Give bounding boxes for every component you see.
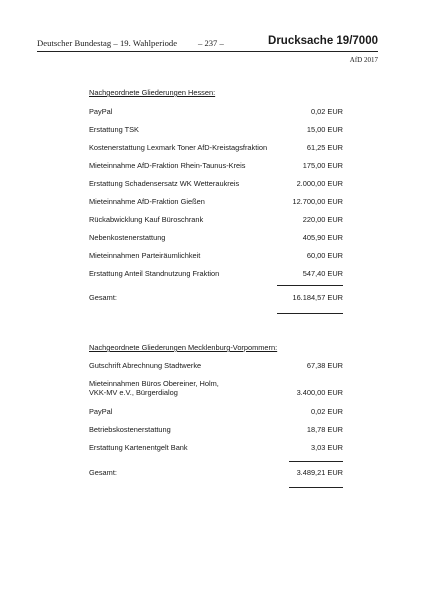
total-label: Gesamt: bbox=[89, 468, 117, 477]
row-label: Erstattung Anteil Standnutzung Fraktion bbox=[89, 269, 220, 278]
total-rule bbox=[277, 313, 343, 314]
row-amount: 18,78 EUR bbox=[306, 425, 343, 434]
total-amount: 16.184,57 EUR bbox=[292, 293, 343, 302]
row-amount: 220,00 EUR bbox=[302, 215, 343, 224]
section-title: Nachgeordnete Gliederungen Hessen: bbox=[89, 88, 216, 97]
row-amount: 2.000,00 EUR bbox=[296, 179, 343, 188]
row-label: Betriebskostenerstattung bbox=[89, 425, 171, 434]
row-label: Erstattung Kartenentgelt Bank bbox=[89, 443, 188, 452]
row-amount: 3,03 EUR bbox=[310, 443, 343, 452]
row-amount: 0,02 EUR bbox=[310, 107, 343, 116]
row-label: Erstattung Schadensersatz WK Wetteraukreis bbox=[89, 179, 240, 188]
row-label: Rückabwicklung Kauf Büroschrank bbox=[89, 215, 204, 224]
row-amount: 405,90 EUR bbox=[302, 233, 343, 242]
total-label: Gesamt: bbox=[89, 293, 117, 302]
total-rule bbox=[289, 487, 343, 488]
row-label: Gutschrift Abrechnung Stadtwerke bbox=[89, 361, 202, 370]
sum-rule bbox=[289, 461, 343, 462]
row-amount: 67,38 EUR bbox=[306, 361, 343, 370]
row-amount: 175,00 EUR bbox=[302, 161, 343, 170]
page-number: – 237 – bbox=[198, 38, 224, 48]
row-amount: 0,02 EUR bbox=[310, 407, 343, 416]
row-label: Erstattung TSK bbox=[89, 125, 139, 134]
document-number-prefix: Drucksache 19/ bbox=[268, 35, 353, 47]
row-amount: 547,40 EUR bbox=[302, 269, 343, 278]
header-subtitle: AfD 2017 bbox=[349, 56, 378, 64]
sum-rule bbox=[277, 285, 343, 286]
row-amount: 15,00 EUR bbox=[306, 125, 343, 134]
row-label: Mieteinnahme AfD-Fraktion Rhein-Taunus-Kreis bbox=[89, 161, 246, 170]
row-label: Mieteinnahmen Büros Obereiner, Holm, bbox=[89, 379, 219, 388]
section-hessen bbox=[89, 88, 343, 318]
document-number-value: 7000 bbox=[352, 35, 378, 47]
row-label: PayPal bbox=[89, 107, 113, 116]
row-amount: 61,25 EUR bbox=[306, 143, 343, 152]
row-amount: 12.700,00 EUR bbox=[292, 197, 343, 206]
row-label: Kostenerstattung Lexmark Toner AfD-Kreistagsfraktion bbox=[89, 143, 268, 152]
section-mecklenburg-vorpommern bbox=[89, 343, 343, 498]
section-title: Nachgeordnete Gliederungen Mecklenburg-Vorpommern: bbox=[89, 343, 278, 352]
row-label: Mieteinnahme AfD-Fraktion Gießen bbox=[89, 197, 205, 206]
row-label: Nebenkostenerstattung bbox=[89, 233, 166, 242]
row-amount: 3.400,00 EUR bbox=[296, 388, 343, 397]
row-amount: 60,00 EUR bbox=[306, 251, 343, 260]
header-rule bbox=[37, 51, 378, 52]
total-amount: 3.489,21 EUR bbox=[296, 468, 343, 477]
document-number bbox=[268, 35, 378, 47]
row-label-continued: VKK-MV e.V., Bürgerdialog bbox=[89, 388, 178, 397]
row-label: Mieteinnahmen Parteiräumlichkeit bbox=[89, 251, 201, 260]
row-label: PayPal bbox=[89, 407, 113, 416]
header-left: Deutscher Bundestag – 19. Wahlperiode bbox=[37, 38, 178, 48]
